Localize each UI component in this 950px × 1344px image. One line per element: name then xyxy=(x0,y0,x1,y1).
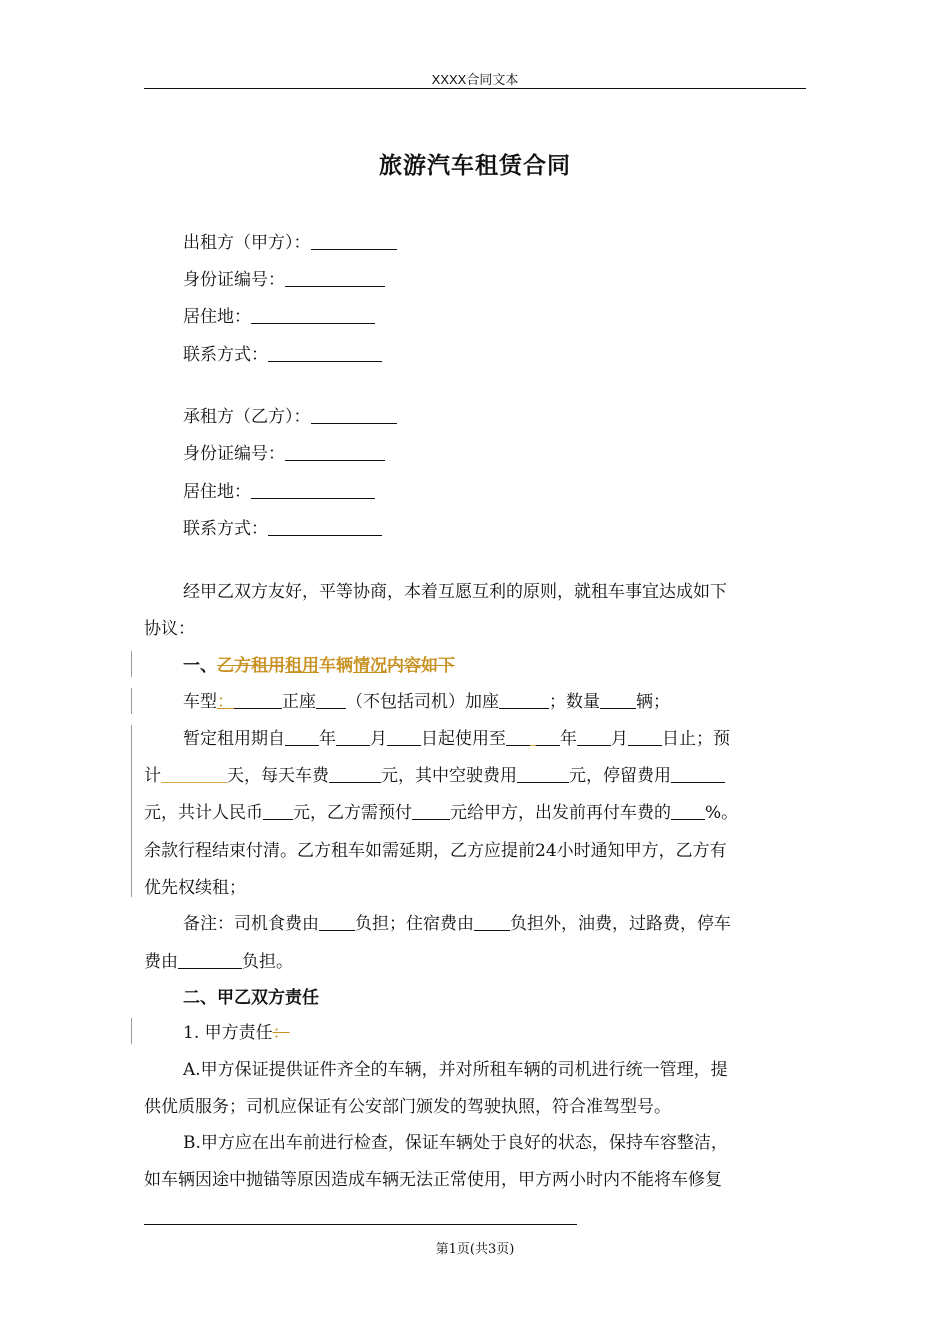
period-end-suffix: 日止；预 xyxy=(662,729,730,749)
party-a-contact-blank[interactable] xyxy=(268,343,382,362)
party-a-address-line xyxy=(183,305,375,329)
footer-rule xyxy=(144,1224,577,1225)
daily-fee-label: 天，每天车费 xyxy=(227,766,329,786)
parking-label: 费由 xyxy=(144,952,178,972)
revision-bar-2 xyxy=(131,688,132,714)
empty-run-blank[interactable] xyxy=(517,764,569,783)
parking-suffix: 负担。 xyxy=(242,952,293,972)
year-label-2: 年 xyxy=(560,729,577,749)
party-a-id-line xyxy=(183,268,385,292)
quantity-label: ；数量 xyxy=(549,692,600,712)
page-number: 第1页(共3页) xyxy=(435,1242,515,1257)
percent-label: %。 xyxy=(705,803,739,823)
party-a-name-label: 出租方（甲方）： xyxy=(183,233,311,253)
section-2-heading: 二、甲乙双方责任 xyxy=(183,988,319,1008)
party-a-name-line xyxy=(183,231,397,255)
party-b-name-label: 承租方（乙方）： xyxy=(183,407,311,427)
period-end-label: 日起使用至 xyxy=(421,729,506,749)
end-month-blank[interactable] xyxy=(577,727,611,746)
party-a-address-blank[interactable] xyxy=(251,305,375,324)
month-label: 月 xyxy=(370,729,387,749)
empty-run-label: 元，其中空驶费用 xyxy=(381,766,517,786)
car-type-blank[interactable] xyxy=(234,690,282,709)
party-b-id-label: 身份证编号： xyxy=(183,444,285,464)
clause-a-line-2: 供优质服务；司机应保证有公安部门颁发的驾驶执照，符合准驾型号。 xyxy=(144,1097,671,1117)
heading-revision-2: 租用 xyxy=(285,656,319,676)
parking-blank[interactable] xyxy=(178,950,242,969)
revision-bar-3 xyxy=(131,725,132,897)
heading-revision-1: 乙方租用 xyxy=(217,656,285,676)
document-title: 旅游汽车租赁合同 xyxy=(379,153,571,179)
party-a-duty-revision: ： xyxy=(272,1023,290,1043)
extra-seat-label: （不包括司机）加座 xyxy=(346,692,499,712)
lodging-blank[interactable] xyxy=(474,912,510,931)
party-b-contact-label: 联系方式： xyxy=(183,519,268,539)
prepay-blank[interactable] xyxy=(412,801,450,820)
end-year-blank-a[interactable] xyxy=(506,727,530,746)
car-type-colon: ： xyxy=(217,692,234,712)
revision-bar-1 xyxy=(131,651,132,677)
period-line-5: 优先权续租； xyxy=(144,878,246,898)
party-a-name-blank[interactable] xyxy=(311,231,397,250)
header-rule xyxy=(144,88,806,89)
period-line-4: 余款行程结束付清。乙方租车如需延期，乙方应提前24小时通知甲方，乙方有 xyxy=(144,841,727,861)
fuel-label: 负担外，油费，过路费，停车 xyxy=(510,914,731,934)
party-b-contact-blank[interactable] xyxy=(268,517,382,536)
seat-label: 正座 xyxy=(282,692,316,712)
note-line-1 xyxy=(183,912,731,936)
heading-revision-5: 内容如下 xyxy=(387,656,455,676)
heading-revision-4: 情况 xyxy=(353,656,387,676)
car-type-line xyxy=(183,690,670,714)
period-line-3 xyxy=(144,801,738,825)
period-start-label: 暂定租用期自 xyxy=(183,729,285,749)
total-blank[interactable] xyxy=(263,801,293,820)
intro-line-2: 协议： xyxy=(144,619,195,639)
party-b-address-blank[interactable] xyxy=(251,480,375,499)
estimate-label: 计 xyxy=(144,766,161,786)
party-a-duty-heading xyxy=(183,1021,290,1045)
section-1-heading xyxy=(183,654,455,678)
clause-b-line-2: 如车辆因途中抛锚等原因造成车辆无法正常使用，甲方两小时内不能将车修复 xyxy=(144,1170,722,1190)
section-1-prefix: 一、 xyxy=(183,656,217,676)
party-b-id-blank[interactable] xyxy=(285,442,385,461)
meal-blank[interactable] xyxy=(319,912,355,931)
party-b-address-line xyxy=(183,480,375,504)
party-b-id-line xyxy=(183,442,385,466)
party-a-contact-label: 联系方式： xyxy=(183,345,268,365)
deposit-label: 元给甲方，出发前再付车费的 xyxy=(450,803,671,823)
year-label: 年 xyxy=(319,729,336,749)
party-b-name-line xyxy=(183,405,397,429)
clause-a-line-1: A.甲方保证提供证件齐全的车辆，并对所租车辆的司机进行统一管理，提 xyxy=(183,1060,728,1080)
party-b-contact-line xyxy=(183,517,382,541)
note-line-2 xyxy=(144,950,293,974)
party-a-id-label: 身份证编号： xyxy=(183,270,285,290)
car-type-label: 车型 xyxy=(183,692,217,712)
party-b-name-blank[interactable] xyxy=(311,405,397,424)
end-year-blank-b[interactable] xyxy=(536,727,560,746)
period-line-1 xyxy=(183,727,730,751)
end-day-blank[interactable] xyxy=(628,727,662,746)
party-a-duty-label: 1. 甲方责任 xyxy=(183,1023,273,1043)
days-blank[interactable] xyxy=(161,764,227,783)
month-label-2: 月 xyxy=(611,729,628,749)
stay-fee-blank[interactable] xyxy=(671,764,725,783)
party-a-id-blank[interactable] xyxy=(285,268,385,287)
revision-bar-4 xyxy=(131,1018,132,1044)
prepay-label: 元，乙方需预付 xyxy=(293,803,412,823)
party-a-address-label: 居住地： xyxy=(183,307,251,327)
start-year-blank[interactable] xyxy=(285,727,319,746)
party-b-address-label: 居住地： xyxy=(183,482,251,502)
heading-revision-3: 车辆 xyxy=(319,656,353,676)
extra-seat-blank[interactable] xyxy=(499,690,549,709)
quantity-blank[interactable] xyxy=(600,690,636,709)
party-a-contact-line xyxy=(183,343,382,367)
seat-blank[interactable] xyxy=(316,690,346,709)
intro-line-1: 经甲乙双方友好，平等协商，本着互愿互利的原则，就租车事宜达成如下 xyxy=(183,582,727,602)
start-month-blank[interactable] xyxy=(336,727,370,746)
meal-label: 备注：司机食费由 xyxy=(183,914,319,934)
stay-fee-label: 元，停留费用 xyxy=(569,766,671,786)
unit-label: 辆； xyxy=(636,692,670,712)
lodging-label: 负担；住宿费由 xyxy=(355,914,474,934)
daily-fee-blank[interactable] xyxy=(329,764,381,783)
period-line-2 xyxy=(144,764,725,788)
percent-blank[interactable] xyxy=(671,801,705,820)
start-day-blank[interactable] xyxy=(387,727,421,746)
page-header: XXXX合同文本 xyxy=(431,72,519,87)
clause-b-line-1: B.甲方应在出车前进行检查，保证车辆处于良好的状态，保持车容整洁， xyxy=(183,1133,728,1153)
total-label: 元，共计人民币 xyxy=(144,803,263,823)
